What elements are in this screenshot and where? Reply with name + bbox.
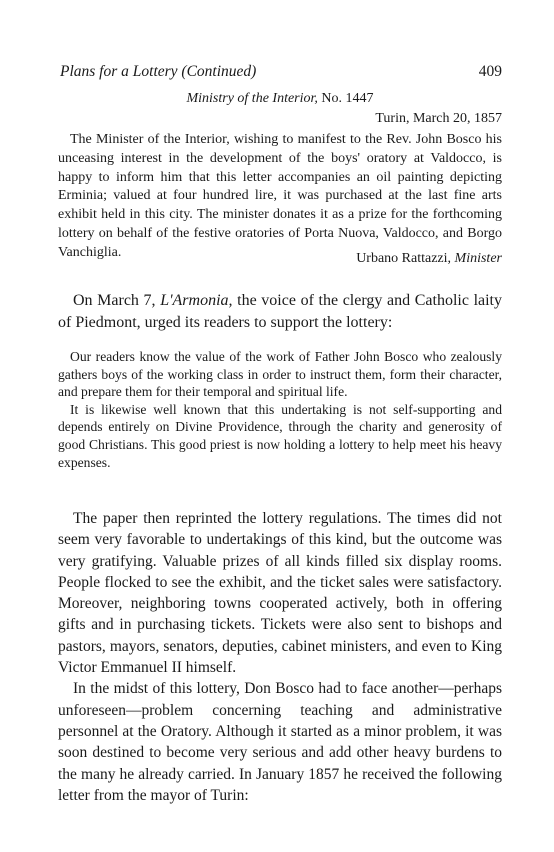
letter-heading (58, 91, 502, 107)
intro-paragraph (58, 290, 502, 333)
letter-body: The Minister of the Interior, wishing to manifest to the Rev. John Bosco his unceasing interest in the development of the boys' oratory at Valdocco, is happy to inform him that this letter accompanies an oil painting depicting Erminia; valued at four hundred lire, it was purchased at the last fine arts exhibit held in this city. The minister donates it as a prize for the forthcoming lottery on behalf of the festive oratories of Porta Nuova, Valdocco, and Borgo Vanchiglia. (58, 132, 502, 260)
letter-dateline: Turin, March 20, 1857 (375, 111, 502, 126)
body-paragraph-1: The paper then reprinted the lottery regulations. The times did not seem very favorable to undertakings of this kind, but the outcome was very gratifying. Valuable prizes of all kinds filled six display rooms. People flocked to see the exhibit, and the ticket sales were satisfactory. Moreover, neighboring towns cooperated actively, both in offering gifts and in purchasing tickets. Tickets were also sent to bishops and pastors, mayors, senators, deputies, cabinet ministers, and even to King Victor Emmanuel II himself. (58, 510, 502, 677)
page-number: 409 (478, 63, 502, 80)
newspaper-name: L'Armonia, (160, 292, 233, 309)
intro-before: On March 7, (73, 292, 161, 309)
block-quote (58, 348, 502, 471)
body-paragraph-2: In the midst of this lottery, Don Bosco had to face another—perhaps unforeseen—problem concerning teaching and administrative personnel at the Oratory. Although it started as a minor problem, it was soon destined to become very serious and add other heavy burdens to the many he already carried. In January 1857 he received the following letter from the mayor of Turin: (58, 680, 502, 804)
quote-paragraph-2: It is likewise well known that this undertaking is not self-supporting and depends entirely on Divine Providence, through the charity and generosity of good Christians. This good priest is now holding a lottery to help meet his heavy expenses. (58, 401, 502, 470)
quote-paragraph-1: Our readers know the value of the work of Father John Bosco who zealously gathers boys of the working class in order to instruct them, form their character, and prepare them for their temporal and spiritual life. (58, 349, 502, 400)
letter-signature (356, 251, 502, 267)
body-text (58, 508, 502, 806)
intro-after: the voice of the clergy and Catholic laity of Piedmont, urged its readers to support the lottery: (58, 292, 503, 331)
page-header (58, 63, 502, 83)
signature-name: Urbano Rattazzi, (356, 251, 452, 266)
ministry-name: Ministry of the Interior, (186, 91, 318, 106)
signature-title: Minister (454, 251, 502, 266)
ministry-number: No. 1447 (321, 91, 374, 106)
running-title: Plans for a Lottery (Continued) (60, 63, 257, 80)
